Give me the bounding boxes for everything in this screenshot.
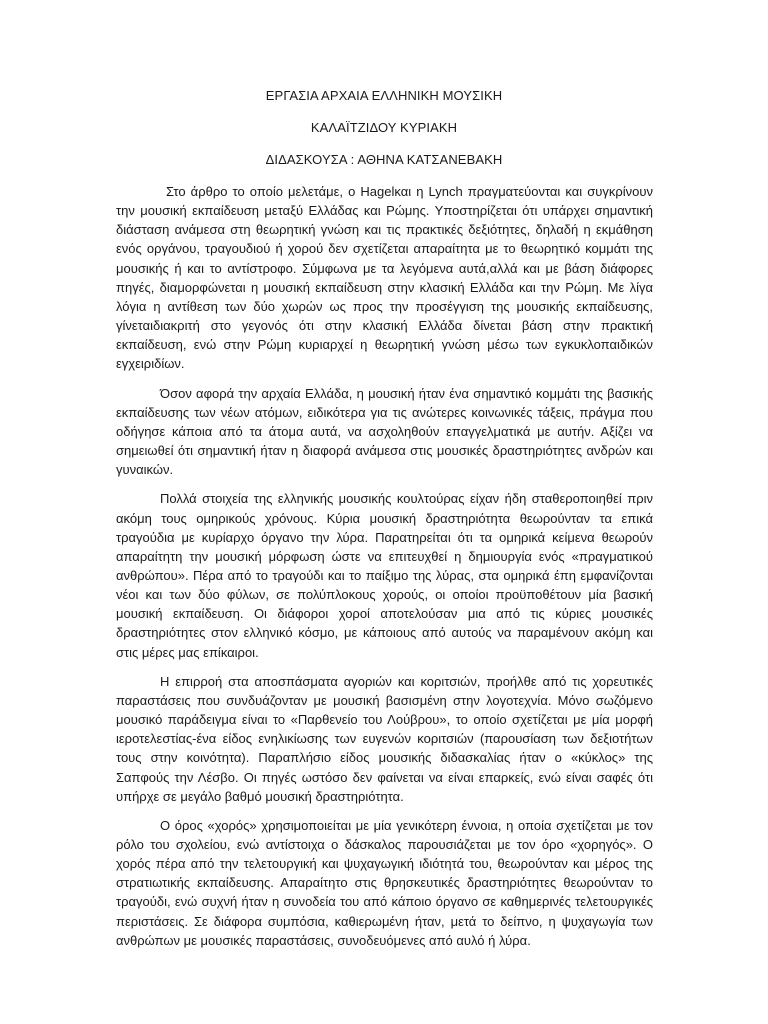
author-name: ΚΑΛΑΪΤΖΙΔΟΥ ΚΥΡΙΑΚΗ: [310, 120, 458, 135]
document-body: [116, 182, 653, 960]
paragraph: Ο όρος «χορός» χρησιμοποιείται με μία γενικότερη έννοια, η οποία σχετίζεται με τον ρόλο του σχολείου, ενώ αντίστοιχα ο δάσκαλος παρουσιάζεται με τον όρο «χορηγός». Ο χορός πέρα από την τελετουργική και ψυχαγωγική ιδιότητά του, θεωρούνταν και μέρος της στρατιωτικής εκπαίδευσης. Απαραίτητο στις θρησκευτικές δραστηριότητες θεωρούνταν το τραγούδι, ενώ συχνή ήταν η συνοδεία του από κάποιο όργανο σε καθημερινές τελετουργικές περιστάσεις. Σε διάφορα συμπόσια, καθιερωμένη ήταν, μετά το δείπνο, η ψυχαγωγία των ανθρώπων με μουσικές παραστάσεις, συνοδευόμενες από αυλό ή λύρα.: [116, 817, 653, 948]
paragraph: Στο άρθρο το οποίο μελετάμε, ο Hagelκαι η Lynch πραγματεύονται και συγκρίνουν την μουσική εκπαίδευση μεταξύ Ελλάδας και Ρώμης. Υποστηρίζεται ότι υπάρχει σημαντική διάσταση ανάμεσα στη θεωρητική γνώση και τις πρακτικές δεξιότητες, δηλαδή η εκμάθηση ενός οργάνου, τραγουδιού ή χορού δεν σχετίζεται απαραίτητα με το θεωρητικό κομμάτι της μουσικής ή και το αντίστροφο. Σύμφωνα με τα λεγόμενα αυτά,αλλά και με βάση διάφορες πηγές, διαμορφώνεται η μουσική εκπαίδευση στην κλασική Ελλάδα και την Ρώμη. Με λίγα λόγια η αντίθεση των δύο χωρών ως προς την προσέγγιση της μουσικής εκπαίδευσης, γίνεταιδιακριτή στο γεγονός ότι στην κλασική Ελλάδα δίνεται βάση στην πρακτική εκπαίδευση, ενώ στην Ρώμη κυριαρχεί η θεωρητική γνώση μέσω των εγκυκλοπαιδικών εγχειριδίων.: [116, 184, 653, 372]
instructor-line: ΔΙΔΑΣΚΟΥΣΑ : ΑΘΗΝΑ ΚΑΤΣΑΝΕΒΑΚΗ: [265, 152, 503, 167]
paragraph: Όσον αφορά την αρχαία Ελλάδα, η μουσική ήταν ένα σημαντικό κομμάτι της βασικής εκπαίδευσης των νέων ατόμων, ειδικότερα για τις ανώτερες κοινωνικές τάξεις, πράγμα που οδήγησε κάποια από τα άτομα αυτά, να ασχοληθούν επαγγελματικά με αυτήν. Αξίζει να σημειωθεί ότι σημαντική ήταν η διαφορά ανάμεσα στις μουσικές δραστηριότητες ανδρών και γυναικών.: [116, 385, 653, 478]
paragraph: Πολλά στοιχεία της ελληνικής μουσικής κουλτούρας είχαν ήδη σταθεροποιηθεί πριν ακόμη τους ομηρικούς χρόνους. Κύρια μουσική δραστηριότητα θεωρούνταν τα επικά τραγούδια με κυρίαρχο όργανο την λύρα. Παρατηρείται ότι τα ομηρικά κείμενα θεωρούν απαραίτητη την μουσική μόρφωση ώστε να επιτευχθεί η δημιουργία ενός «πραγματικού ανθρώπου». Πέρα από το τραγούδι και το παίξιμο της λύρας, στα ομηρικά έπη εμφανίζονται νέοι και των δύο φύλων, σε πολύπλοκους χορούς, οι οποίοι προϋποθέτουν μία βασική μουσική εκπαίδευση. Οι διάφοροι χοροί αποτελούσαν μια από τις κύριες μουσικές δραστηριότητες στον ελληνικό κόσμο, με κάποιους από αυτούς να παραμένουν ακόμη και στις μέρες μας επίκαιροι.: [116, 491, 653, 660]
document-title: ΕΡΓΑΣΙΑ ΑΡΧΑΙΑ ΕΛΛΗΝΙΚΗ ΜΟΥΣΙΚΗ: [265, 88, 503, 103]
paragraph: Η επιρροή στα αποσπάσματα αγοριών και κοριτσιών, προήλθε από τις χορευτικές παραστάσεις που συνδυάζονταν με μουσική βασισμένη στην λογοτεχνία. Μόνο σωζόμενο μουσικό παράδειγμα είναι το «Παρθενείο του Λούβρου», το οποίο σχετίζεται με μία μορφή ιεροτελεστίας-ένα είδος ενηλικίωσης των ευγενών κοριτσιών (παρουσίαση των δεξιοτήτων τους στην κοινότητα). Παραπλήσιο είδος μουσικής διδασκαλίας ήταν ο «κύκλος» της Σαπφούς την Λέσβο. Οι πηγές ωστόσο δεν φαίνεται να είναι επαρκείς, ενώ είναι σαφές ότι υπήρχε σε μεγάλο βαθμό μουσική δραστηριότητα.: [116, 673, 653, 804]
